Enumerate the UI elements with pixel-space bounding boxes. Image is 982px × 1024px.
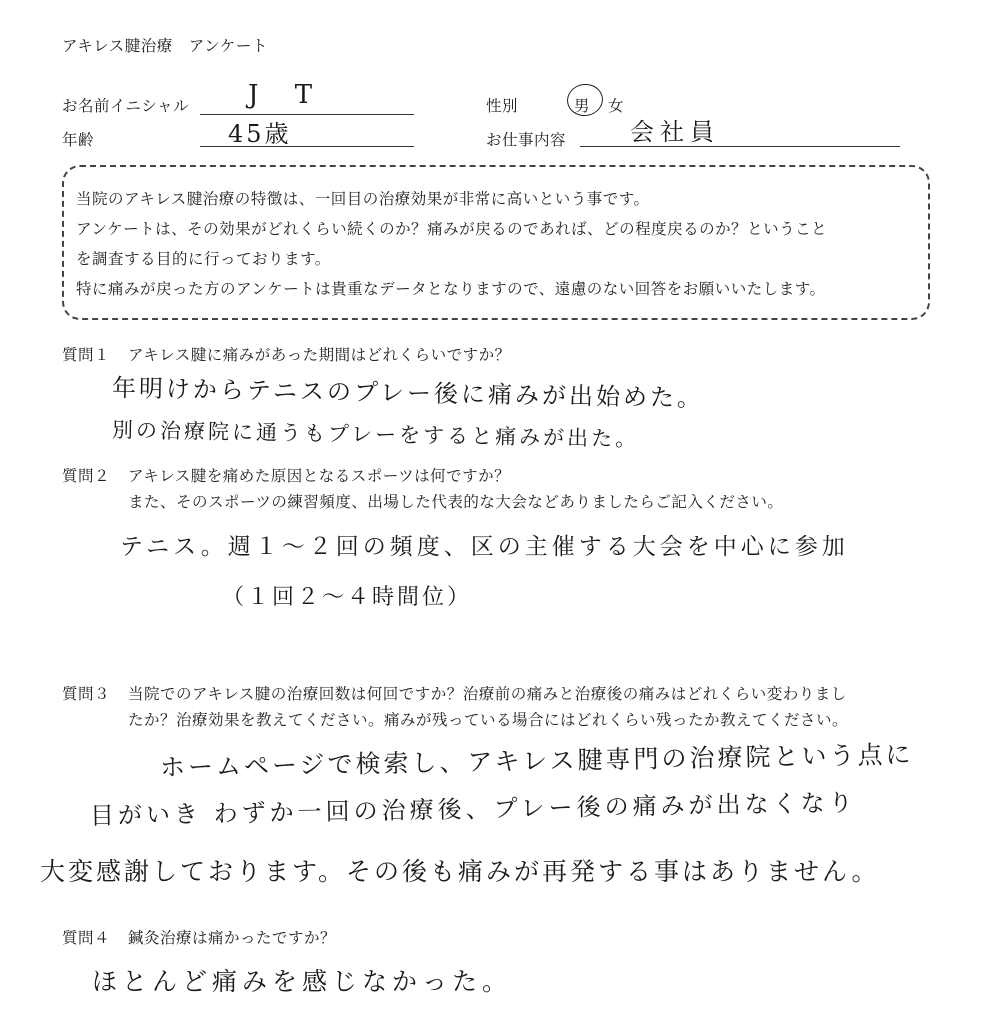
question-4-label: 質問４ [62,929,111,947]
age-value: 45歳 [228,120,292,148]
gender-female-option: 女 [608,97,625,115]
job-label: お仕事内容 [486,131,567,149]
age-label: 年齢 [62,131,95,149]
initials-label: お名前イニシャル [62,97,190,115]
answer-4-line: ほとんど痛みを感じなかった。 [92,967,513,996]
question-1-label: 質問１ [62,346,111,364]
notice-box [62,165,930,320]
answer-1-line: 別の治療院に通うもプレーをすると痛みが出た。 [111,418,640,452]
notice-line: 当院のアキレス腱治療の特徴は、一回目の治療効果が非常に高いという事です。 [76,190,650,208]
notice-line: 特に痛みが戻った方のアンケートは貴重なデータとなりますので、遠慮のない回答をお願いいたします。 [76,280,826,298]
gender-male-option: 男 [574,97,591,115]
answer-1-line: 年明けからテニスのプレー後に痛みが出始めた。 [111,374,705,413]
notice-line: アンケートは、その効果がどれくらい続くのか？痛みが戻るのであれば、どの程度戻るのか？ということ [76,220,828,238]
answer-2-line: テニス。週１〜２回の頻度、区の主催する大会を中心に参加 [120,534,849,560]
answer-2-line: （１回２〜４時間位） [222,585,473,610]
answer-3-line: 目がいき わずか一回の治療後、プレー後の痛みが出なくなり [89,788,857,830]
gender-label: 性別 [486,97,519,115]
question-2-label: 質問２ [62,467,111,485]
question-2-text: アキレス腱を痛めた原因となるスポーツは何ですか？ [128,467,511,485]
question-3-text: 当院でのアキレス腱の治療回数は何回ですか？治療前の痛みと治療後の痛みはどれくらい変わりまし [128,685,847,703]
question-3-label: 質問３ [62,685,111,703]
form-title: アキレス腱治療 アンケート [62,37,268,55]
answer-3-line: ホームページで検索し、アキレス腱専門の治療院という点に [159,739,914,782]
job-value: 会社員 [630,118,720,146]
gender-selected-circle [565,82,605,119]
question-4-text: 鍼灸治療は痛かったですか？ [128,929,337,947]
answer-3-line: 大変感謝しております。その後も痛みが再発する事はありません。 [40,857,880,886]
job-underline [580,146,900,147]
question-2-text: また、そのスポーツの練習頻度、出場した代表的な大会などありましたらご記入ください。 [128,493,784,511]
initials-value: J T [248,80,327,110]
question-1-text: アキレス腱に痛みがあった期間はどれくらいですか？ [128,346,511,364]
notice-line: を調査する目的に行っております。 [76,250,331,268]
question-3-text: たか？治療効果を教えてください。痛みが残っている場合にはどれくらい残ったか教えてください。 [128,711,849,729]
